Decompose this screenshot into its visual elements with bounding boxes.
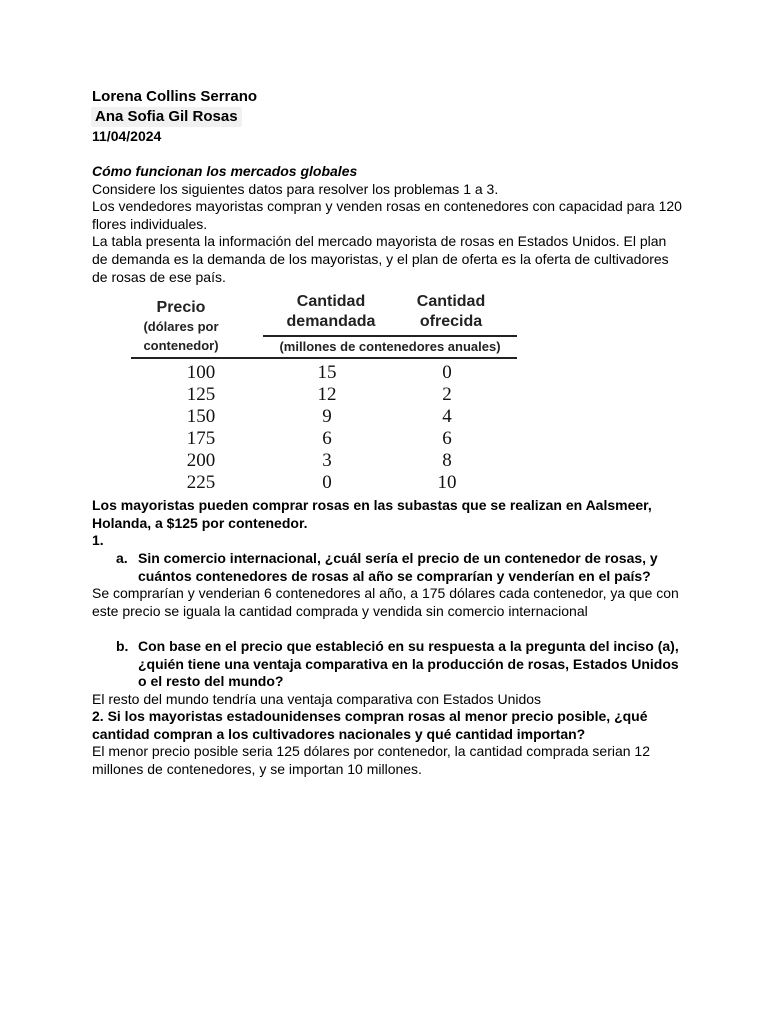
- cell-price: 200: [186, 450, 216, 472]
- author-name-1: Lorena Collins Serrano: [92, 88, 258, 105]
- header-supply-1: Cantidad: [416, 293, 486, 311]
- auction-statement: Los mayoristas pueden comprar rosas en las subastas que se realizan en Aalsmeer, Holanda, a $125 por contenedor.: [92, 497, 652, 531]
- author-name-2: Ana Sofia Gil Rosas: [91, 107, 242, 127]
- question-1-number: 1.: [92, 532, 104, 549]
- question-1a-letter: a.: [116, 549, 128, 566]
- question-1b-text: Con base en el precio que estableció en su respuesta a la pregunta del inciso (a), ¿quién tiene una ventaja comparativa en la producción de rosas, Estados Unidos o el resto del mundo?: [138, 637, 679, 690]
- cell-price: 225: [186, 472, 216, 494]
- header-price: Precio: [156, 299, 206, 317]
- table-row: [131, 428, 517, 450]
- question-1a-text: Sin comercio internacional, ¿cuál sería el precio de un contenedor de rosas, y cuántos contenedores de rosas al año se comprarían y venderían en el país?: [138, 549, 658, 584]
- cell-quantity-demanded: 9: [322, 406, 332, 428]
- header-rule-lower: [131, 357, 517, 359]
- cell-quantity-demanded: 6: [322, 428, 332, 450]
- section-title: Cómo funcionan los mercados globales: [92, 163, 358, 179]
- cell-quantity-supplied: 8: [442, 450, 452, 472]
- cell-quantity-supplied: 4: [442, 406, 452, 428]
- paragraph-table-description: La tabla presenta la información del mercado mayorista de rosas en Estados Unidos. El plan de demanda es la demanda de los mayoristas, y el plan de oferta es la oferta de cultivadores de rosas de ese país.: [92, 233, 669, 285]
- spacer: [92, 620, 682, 638]
- cell-quantity-demanded: 15: [317, 362, 337, 384]
- header-units: (millones de contenedores anuales): [279, 339, 501, 355]
- document-page: [92, 87, 682, 779]
- answer-1b: El resto del mundo tendría una ventaja comparativa con Estados Unidos: [92, 690, 542, 707]
- cell-quantity-supplied: 2: [442, 384, 452, 406]
- market-table: [131, 292, 517, 497]
- cell-price: 150: [186, 406, 216, 428]
- question-1b: [92, 638, 682, 691]
- header-price-sub1: (dólares por: [143, 319, 219, 335]
- paragraph-containers: Los vendedores mayoristas compran y venden rosas en contenedores con capacidad para 120 flores individuales.: [92, 198, 682, 232]
- table-row: [131, 472, 517, 494]
- header-supply-2: ofrecida: [419, 313, 483, 331]
- paragraph-intro: Considere los siguientes datos para resolver los problemas 1 a 3.: [92, 180, 499, 197]
- question-2: 2. Si los mayoristas estadounidenses compran rosas al menor precio posible, ¿qué cantidad compran a los cultivadores nacionales y qué cantidad importan?: [92, 708, 648, 742]
- cell-price: 125: [186, 384, 216, 406]
- header-demand-1: Cantidad: [296, 293, 366, 311]
- document-date: 11/04/2024: [92, 128, 162, 144]
- question-1b-letter: b.: [116, 637, 129, 654]
- cell-price: 100: [186, 362, 216, 384]
- answer-1a: Se comprarían y venderian 6 contenedores al año, a 175 dólares cada contenedor, ya que con este precio se iguala la cantidad comprada y vendida sin comercio internacional: [92, 585, 679, 619]
- cell-quantity-demanded: 3: [322, 450, 332, 472]
- table-row: [131, 384, 517, 406]
- header-price-sub2: contenedor): [143, 338, 219, 354]
- cell-price: 175: [186, 428, 216, 450]
- table-row: [131, 362, 517, 384]
- answer-2: El menor precio posible seria 125 dólares por contenedor, la cantidad comprada serian 12 millones de contenedores, y se importan 10 millones.: [92, 743, 651, 778]
- table-row: [131, 450, 517, 472]
- question-1a: [92, 550, 682, 585]
- table-row: [131, 406, 517, 428]
- cell-quantity-demanded: 12: [317, 384, 337, 406]
- cell-quantity-supplied: 6: [442, 428, 452, 450]
- cell-quantity-supplied: 0: [442, 362, 452, 384]
- cell-quantity-supplied: 10: [437, 472, 457, 494]
- header-demand-2: demandada: [286, 313, 376, 331]
- cell-quantity-demanded: 0: [322, 472, 332, 494]
